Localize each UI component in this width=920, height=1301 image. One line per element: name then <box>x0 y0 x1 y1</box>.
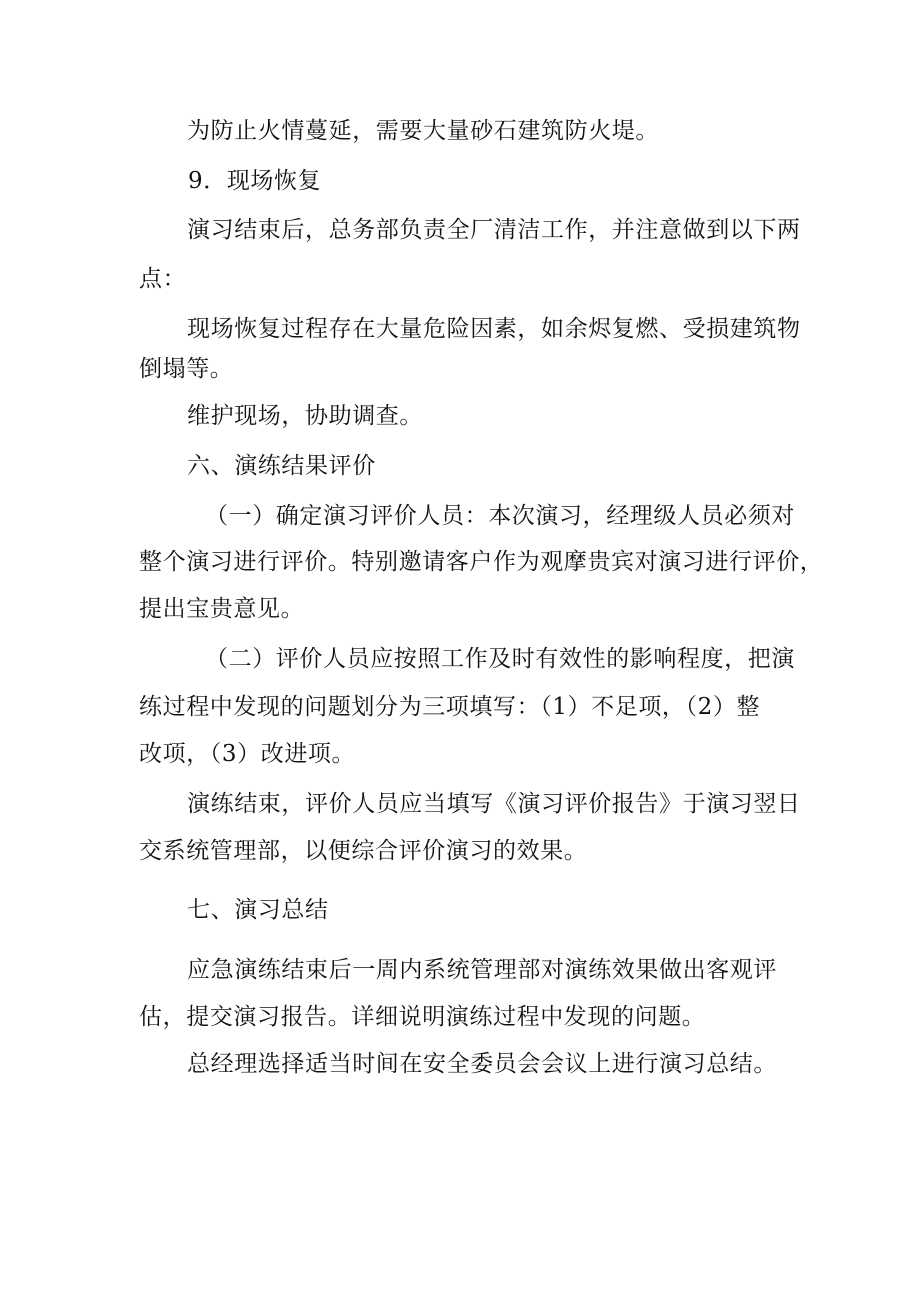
paragraph-line: 应急演练结束后一周内系统管理部对演练效果做出客观评 <box>187 957 777 983</box>
paragraph-line: （二）评价人员应按照工作及时有效性的影响程度，把演 <box>205 646 795 672</box>
paragraph-line: 提出宝贵意见。 <box>139 596 305 622</box>
paragraph-line: 倒塌等。 <box>139 356 234 382</box>
paragraph-line: 维护现场，协助调查。 <box>187 403 423 429</box>
paragraph-line: （一）确定演习评价人员：本次演习，经理级人员必须对 <box>205 503 795 529</box>
paragraph-line: 交系统管理部，以便综合评价演习的效果。 <box>139 838 588 864</box>
paragraph-line: 改项，（3）改进项。 <box>139 741 356 767</box>
paragraph-line: 练过程中发现的问题划分为三项填写：（1）不足项，（2）整 <box>139 694 761 720</box>
paragraph-line: 为防止火情蔓延，需要大量砂石建筑防火堤。 <box>187 118 659 144</box>
paragraph-line: 整个演习进行评价。特别邀请客户作为观摩贵宾对演习进行评价， <box>139 549 824 575</box>
paragraph-line: 现场恢复过程存在大量危险因素，如余烬复燃、受损建筑物 <box>187 316 801 342</box>
paragraph-line: 演习结束后，总务部负责全厂清洁工作，并注意做到以下两 <box>187 217 801 243</box>
paragraph-line: 点： <box>139 266 187 292</box>
section-heading: 9．现场恢复 <box>188 168 322 194</box>
section-heading: 六、演练结果评价 <box>187 453 376 479</box>
paragraph-line: 估，提交演习报告。详细说明演练过程中发现的问题。 <box>139 1004 706 1030</box>
paragraph-line: 演练结束，评价人员应当填写《演习评价报告》于演习翌日 <box>187 791 801 817</box>
paragraph-line: 总经理选择适当时间在安全委员会会议上进行演习总结。 <box>187 1051 777 1077</box>
section-heading: 七、演习总结 <box>187 897 329 923</box>
